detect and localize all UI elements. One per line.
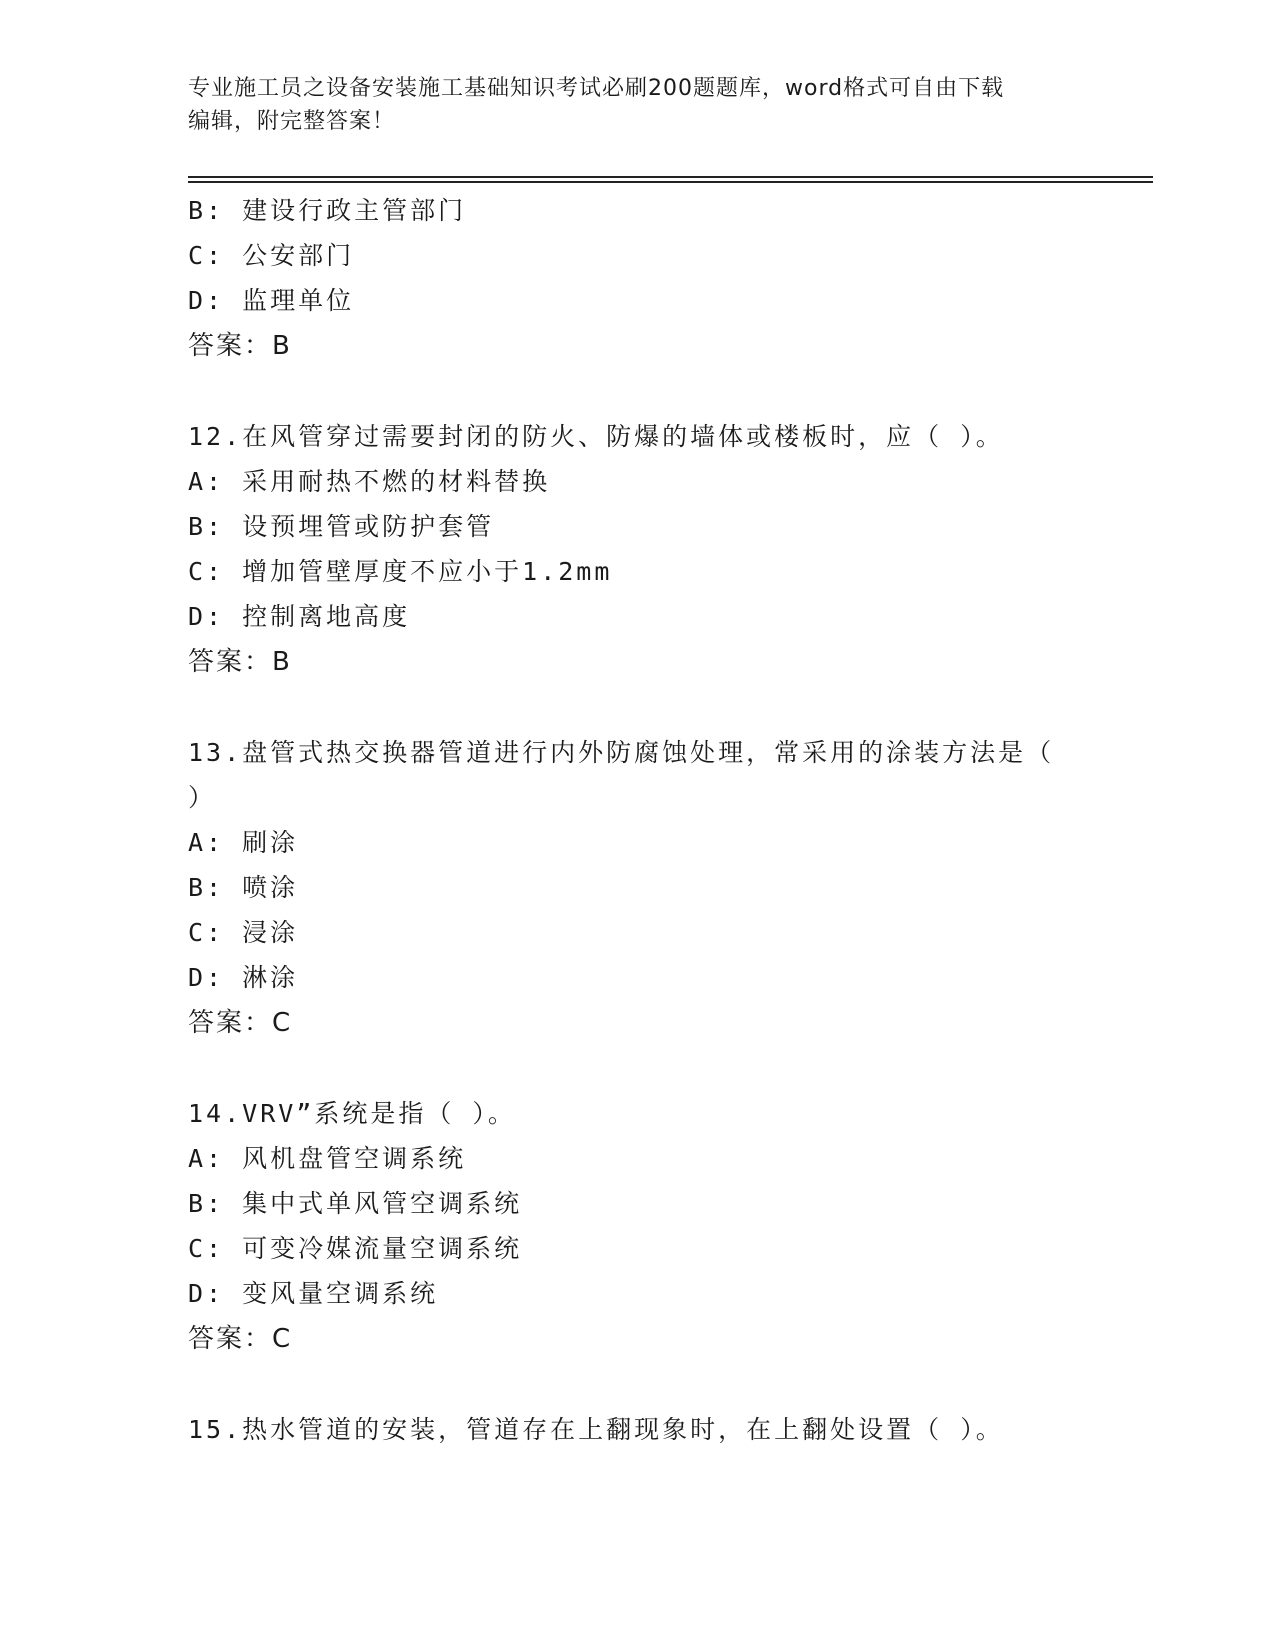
question-stem-14: 14.VRV”系统是指（ ）。 bbox=[188, 1099, 516, 1128]
question-stem-15: 15.热水管道的安装，管道存在上翻现象时，在上翻处设置（ ）。 bbox=[188, 1415, 1004, 1444]
header-divider-bottom bbox=[188, 181, 1153, 183]
option-c: C: 浸涂 bbox=[188, 918, 299, 947]
answer-line: 答案：C bbox=[188, 1324, 293, 1354]
question-stem-13-continued: ） bbox=[188, 783, 217, 812]
option-c: C: 增加管壁厚度不应小于1.2mm bbox=[188, 557, 613, 586]
header-line-2: 编辑，附完整答案！ bbox=[188, 109, 396, 134]
document-header bbox=[188, 72, 1088, 138]
header-line-1: 专业施工员之设备安装施工基础知识考试必刷200题题库，word格式可自由下载 bbox=[188, 76, 1005, 101]
answer-line: 答案：C bbox=[188, 1008, 293, 1038]
option-b: B: 集中式单风管空调系统 bbox=[188, 1189, 523, 1218]
option-d: D: 淋涂 bbox=[188, 963, 299, 992]
option-a: A: 刷涂 bbox=[188, 828, 299, 857]
question-stem-12: 12.在风管穿过需要封闭的防火、防爆的墙体或楼板时，应（ ）。 bbox=[188, 422, 1004, 451]
answer-line: 答案：B bbox=[188, 331, 292, 361]
question-stem-13: 13.盘管式热交换器管道进行内外防腐蚀处理，常采用的涂装方法是（ bbox=[188, 738, 1055, 767]
answer-line: 答案：B bbox=[188, 647, 292, 677]
option-d: D: 监理单位 bbox=[188, 286, 355, 315]
option-a: A: 采用耐热不燃的材料替换 bbox=[188, 467, 551, 496]
option-d: D: 控制离地高度 bbox=[188, 602, 411, 631]
option-a: A: 风机盘管空调系统 bbox=[188, 1144, 467, 1173]
option-c: C: 可变冷媒流量空调系统 bbox=[188, 1234, 523, 1263]
option-b: B: 设预埋管或防护套管 bbox=[188, 512, 495, 541]
option-d: D: 变风量空调系统 bbox=[188, 1279, 439, 1308]
option-b: B: 喷涂 bbox=[188, 873, 299, 902]
option-c: C: 公安部门 bbox=[188, 241, 355, 270]
header-divider-top bbox=[188, 176, 1153, 178]
option-b: B: 建设行政主管部门 bbox=[188, 196, 467, 225]
